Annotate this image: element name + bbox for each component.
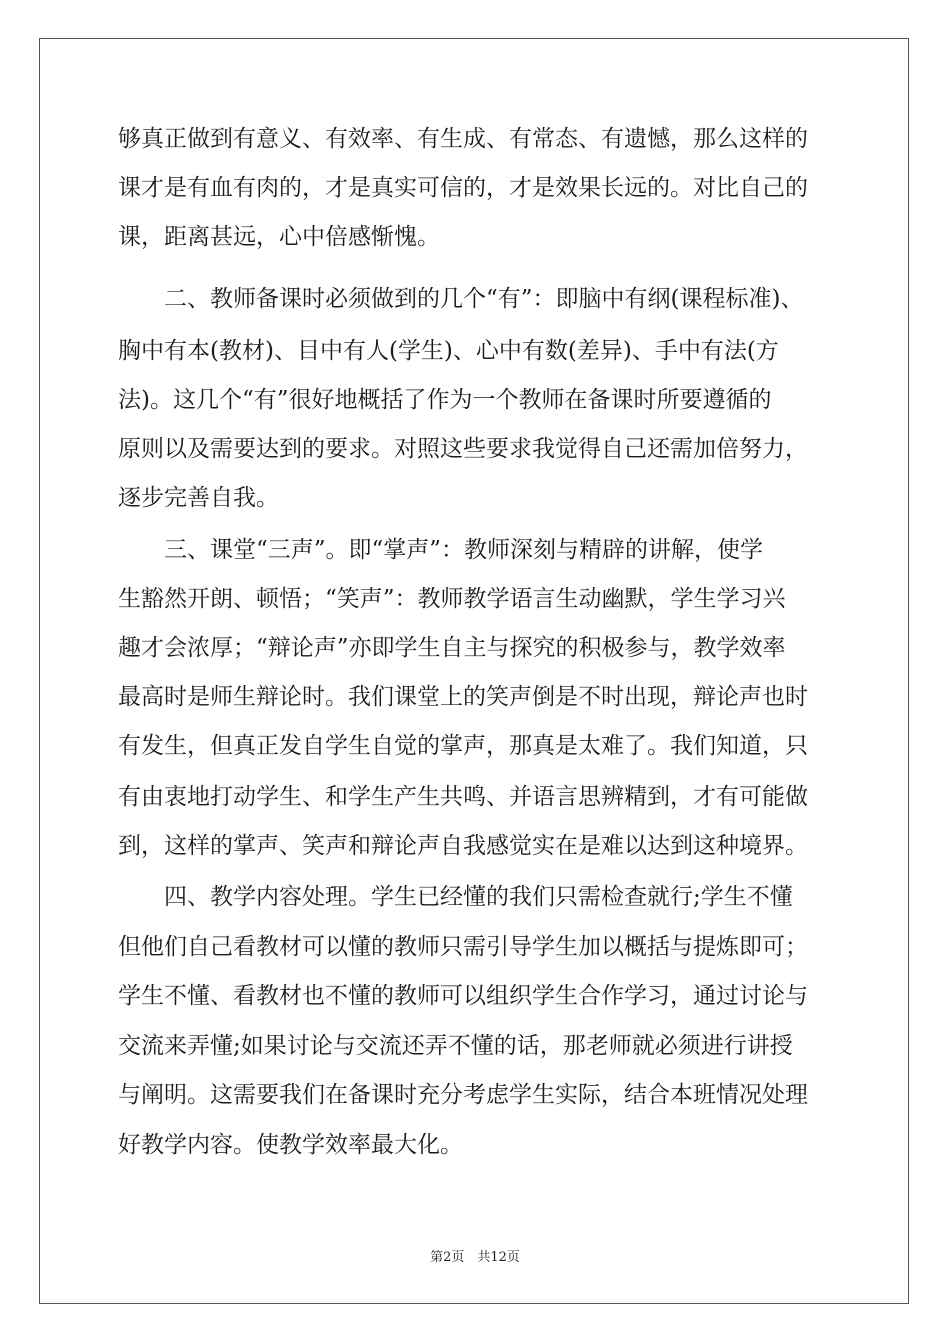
text-line: 有发生，但真正发自学生自觉的掌声，那真是太难了。我们知道，只 bbox=[118, 733, 808, 759]
text-line: 好教学内容。使教学效率最大化。 bbox=[118, 1132, 463, 1158]
text-line: 四、教学内容处理。学生已经懂的我们只需检查就行;学生不懂 bbox=[118, 884, 793, 910]
page-number-footer: 第2页 共12页 bbox=[430, 1250, 520, 1265]
text-line: 逐步完善自我。 bbox=[118, 485, 279, 511]
text-line: 胸中有本(教材)、目中有人(学生)、心中有数(差异)、手中有法(方 bbox=[118, 338, 779, 364]
text-line: 交流来弄懂;如果讨论与交流还弄不懂的话，那老师就必须进行讲授 bbox=[118, 1033, 793, 1059]
text-line: 趣才会浓厚；“辩论声”亦即学生自主与探究的积极参与，教学效率 bbox=[118, 635, 786, 661]
text-line: 法)。这几个“有”很好地概括了作为一个教师在备课时所要遵循的 bbox=[118, 387, 772, 413]
text-line: 到，这样的掌声、笑声和辩论声自我感觉实在是难以达到这种境界。 bbox=[118, 833, 808, 859]
text-line: 生豁然开朗、顿悟；“笑声”：教师教学语言生动幽默，学生学习兴 bbox=[118, 586, 786, 612]
text-line: 原则以及需要达到的要求。对照这些要求我觉得自己还需加倍努力， bbox=[118, 436, 808, 462]
text-line: 课，距离甚远，心中倍感惭愧。 bbox=[118, 224, 440, 250]
text-line: 三、课堂“三声”。即“掌声”：教师深刻与精辟的讲解，使学 bbox=[118, 537, 764, 563]
text-line: 课才是有血有肉的，才是真实可信的，才是效果长远的。对比自己的 bbox=[118, 175, 808, 201]
text-line: 二、教师备课时必须做到的几个“有”：即脑中有纲(课程标准)、 bbox=[118, 286, 804, 312]
text-line: 学生不懂、看教材也不懂的教师可以组织学生合作学习，通过讨论与 bbox=[118, 983, 808, 1009]
text-line: 与阐明。这需要我们在备课时充分考虑学生实际，结合本班情况处理 bbox=[118, 1082, 808, 1108]
text-line: 但他们自己看教材可以懂的教师只需引导学生加以概括与提炼即可； bbox=[118, 934, 808, 960]
text-line: 最高时是师生辩论时。我们课堂上的笑声倒是不时出现，辩论声也时 bbox=[118, 684, 808, 710]
text-line: 够真正做到有意义、有效率、有生成、有常态、有遗憾，那么这样的 bbox=[118, 126, 808, 152]
text-line: 有由衷地打动学生、和学生产生共鸣、并语言思辨精到，才有可能做 bbox=[118, 784, 808, 810]
